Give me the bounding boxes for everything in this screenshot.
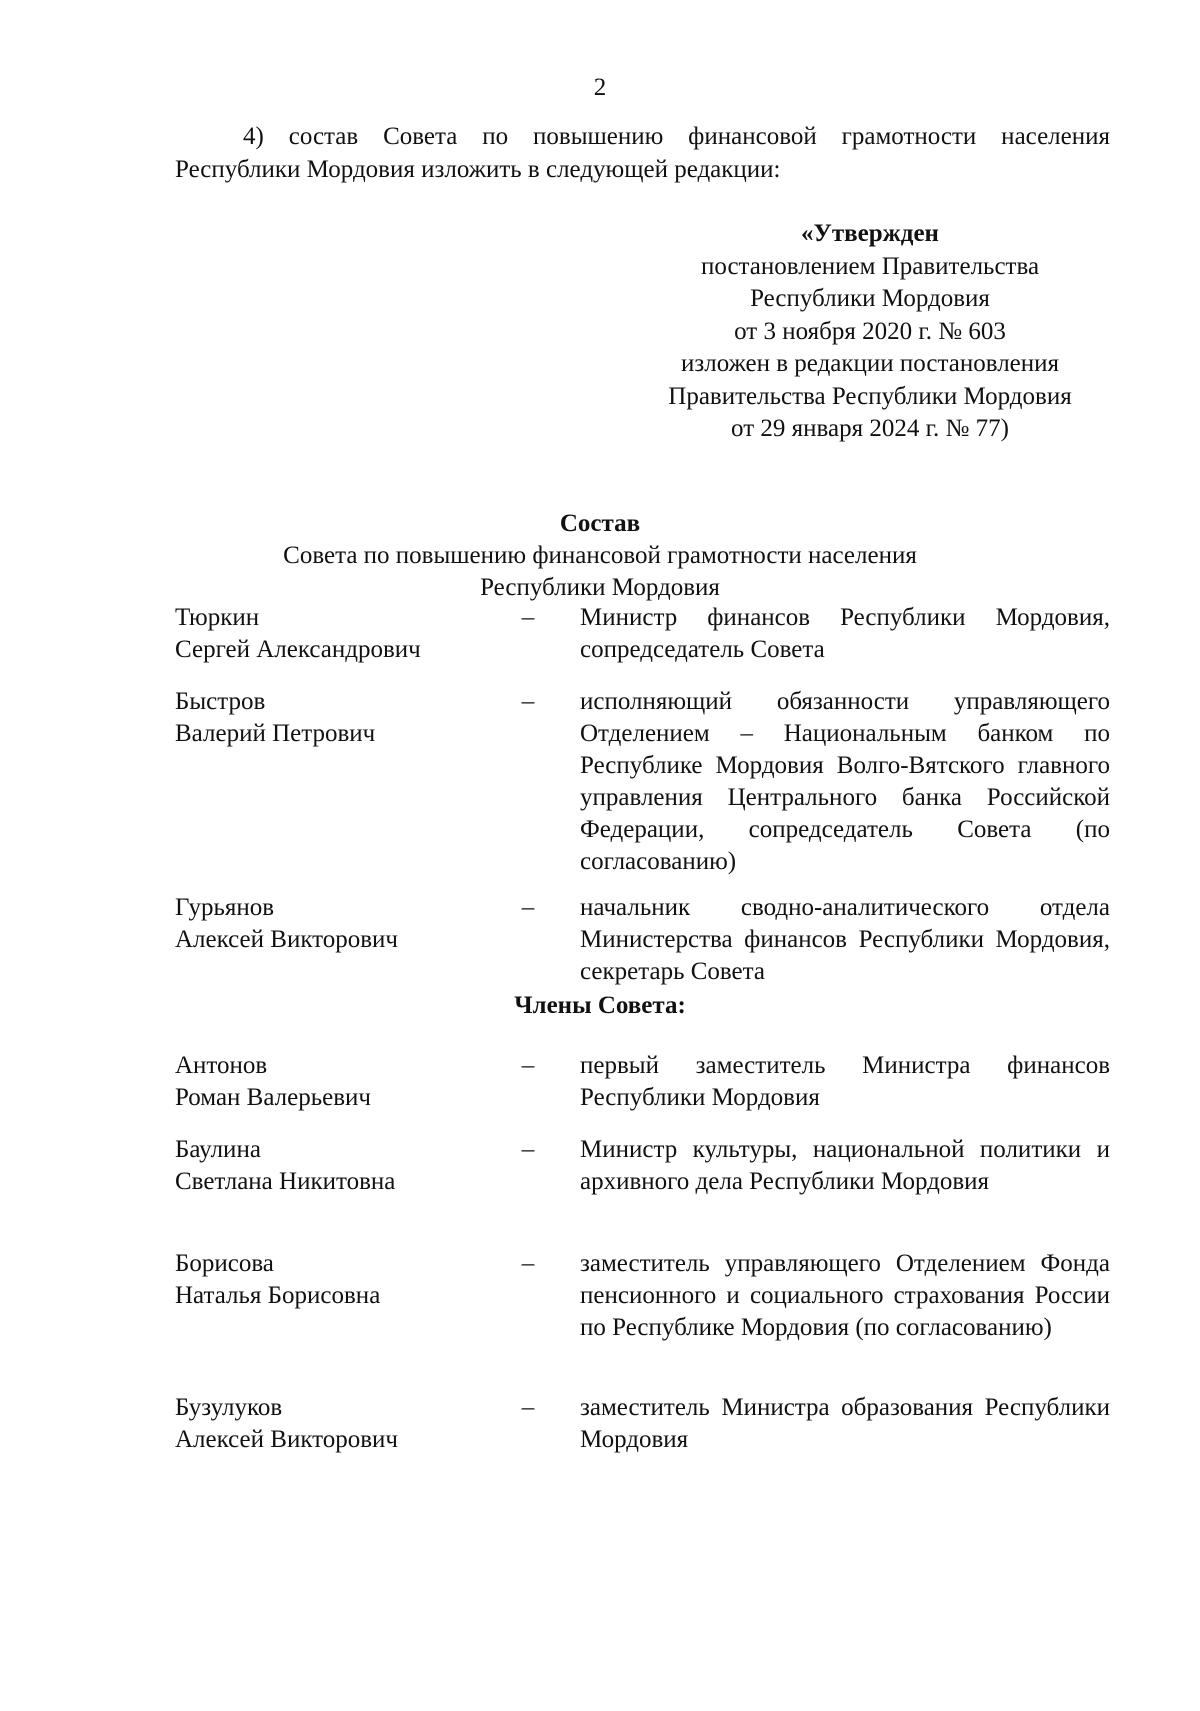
approval-line-6: Правительства Республики Мордовия [668,382,1072,410]
approval-line-7: от 29 января 2024 г. № 77) [731,415,1009,442]
member-role: первый заместитель Министра финансов Республики Мордовия [580,1052,1110,1111]
member-name [175,686,505,750]
intro-line-1: 4) состав Совета по повышению финансовой грамотности населения [243,123,1110,150]
composition-subtitle-line-1: Совета по повышению финансовой грамотности населения [283,542,917,569]
member-given-names: Валерий Петрович [175,720,376,747]
composition-title [0,508,1200,604]
member-role: заместитель Министра образования Республики Мордовия [580,1394,1110,1453]
approval-line-2: постановлением Правительства [700,252,1040,280]
composition-subtitle-line-2: Республики Мордовия [480,574,720,601]
member-name [175,1050,505,1114]
member-given-names: Сергей Александрович [175,636,421,663]
page-number: 2 [593,74,607,101]
member-surname: Тюркин [175,604,260,631]
member-surname: Баулина [175,1136,261,1163]
approval-line-5: изложен в редакции постановления [680,350,1060,377]
approval-stamp-block [600,218,1140,446]
dash-separator: – [521,894,535,921]
member-role: исполняющий обязанности управляющего Отделением – Национальным банком по Республике Мордовия Волго-Вятского главного управления Центрального банка Российской Федерации, сопредседатель Совета (по согласованию) [580,688,1110,875]
dash-separator: – [521,688,535,715]
member-surname: Бузулуков [175,1394,283,1421]
intro-paragraph [175,120,1110,186]
approval-line-3: Республики Мордовия [750,285,990,312]
member-given-names: Роман Валерьевич [175,1084,371,1111]
member-given-names: Светлана Никитовна [175,1168,396,1195]
member-surname: Быстров [175,688,266,715]
member-role: начальник сводно-аналитического отдела Министерства финансов Республики Мордовия, секретарь Совета [580,894,1110,985]
approval-line-1: «Утвержден [801,220,939,247]
member-name [175,602,505,666]
members-heading: Члены Совета: [514,992,686,1019]
member-name [175,1134,505,1198]
member-role: Министр культуры, национальной политики и архивного дела Республики Мордовия [580,1136,1110,1195]
composition-heading: Состав [559,510,641,537]
member-given-names: Алексей Викторович [175,1426,398,1453]
member-surname: Борисова [175,1250,274,1277]
dash-separator: – [521,1052,535,1079]
member-name [175,1392,505,1456]
member-name [175,1248,505,1312]
dash-separator: – [521,1250,535,1277]
dash-separator: – [521,1136,535,1163]
dash-separator: – [521,604,535,631]
member-role: Министр финансов Республики Мордовия, сопредседатель Совета [580,604,1110,663]
member-surname: Антонов [175,1052,268,1079]
member-given-names: Алексей Викторович [175,926,398,953]
member-role: заместитель управляющего Отделением Фонда пенсионного и социального страхования России по Республике Мордовия (по согласованию) [580,1250,1110,1341]
dash-separator: – [521,1394,535,1421]
member-surname: Гурьянов [175,894,275,921]
approval-line-4: от 3 ноября 2020 г. № 603 [734,317,1006,345]
intro-line-2: Республики Мордовия изложить в следующей редакции: [175,156,781,183]
member-given-names: Наталья Борисовна [175,1282,381,1309]
member-name [175,892,505,956]
